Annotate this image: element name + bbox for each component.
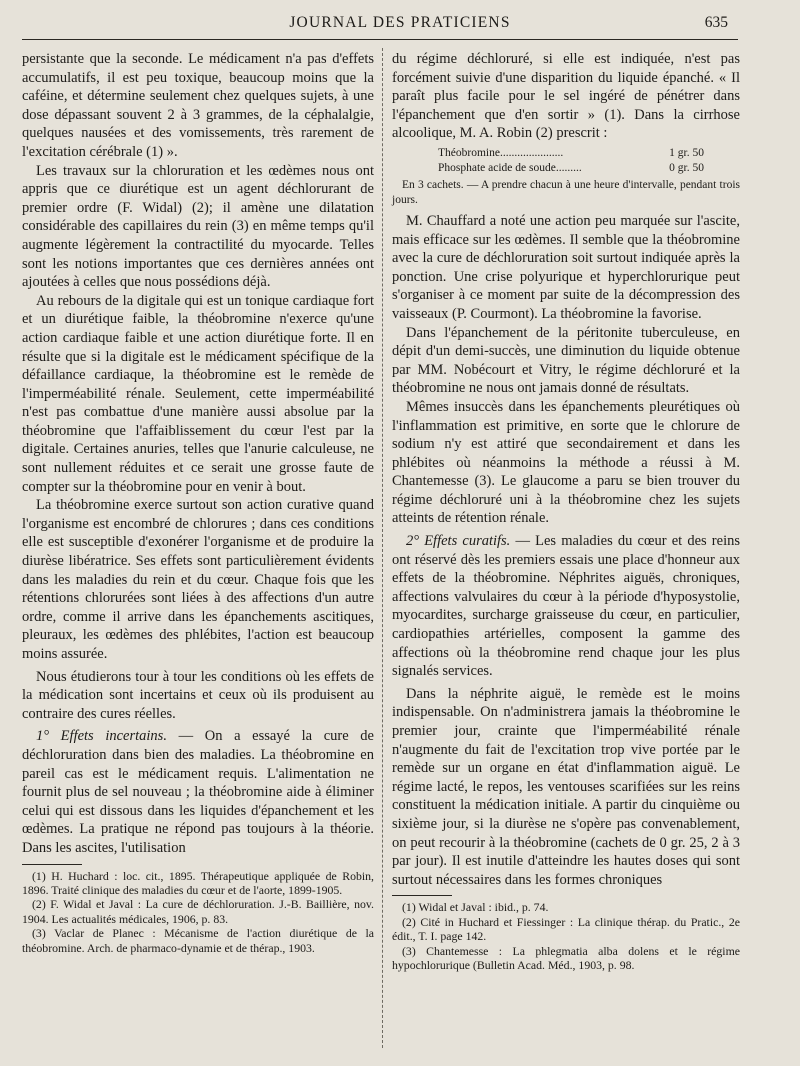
right-footnote-1: (1) Widal et Javal : ibid., p. 74. xyxy=(402,900,549,915)
running-title: JOURNAL DES PRATICIENS xyxy=(289,14,511,31)
page-header xyxy=(0,0,800,36)
section-2-text: — Les maladies du cœur et des reins ont réservé dès les premiers essais une place d'honneur aux effets de la théobromine. Néphrites aiguës, chroniques, affections valvulaires du cœur à la période d'hyposystolie, myocardites, surcharge graisseuse du cœur, en particulier, cardiopathies artérielles, composent la gamme des affections où la théobromine rend chaque jour les plus signalés services. xyxy=(392,533,740,680)
prescription-item xyxy=(392,146,740,161)
left-paragraph-2: Les travaux sur la chloruration et les œdèmes nous ont appris que ce diurétique est un agent déchlorurant de premier ordre (F. Widal) (2); il amène une dilatation considérable des capillaires du rein (3) en même temps qu'il augmente légèrement la contractilité du myocarde. Telles sont les notions importantes que ces dernières années ont ajoutées à celles que nous possédions déjà. xyxy=(22,162,374,291)
right-footnotes xyxy=(392,900,740,972)
right-footnote-2: (2) Cité in Huchard et Fiessinger : La clinique thérap. du Pratic., 2e édit., T. I. page 142. xyxy=(392,914,740,944)
right-paragraph-3: Mêmes insuccès dans les épanchements pleurétiques où l'inflammation est primitive, en sorte que le chlorure de sodium n'y est attiré que secondairement et dans les phlébites où néanmoins la méthode a réussi à M. Chantemesse (3). Le glaucome a paru se bien trouver du régime déchloruré uni à la théobromine chez les sujets atteints de rétention rénale. xyxy=(392,398,740,527)
column-divider xyxy=(382,48,383,1048)
left-paragraph-5: Nous étudierons tour à tour les conditions où les effets de la médication sont incertains et ceux où ils produisent au contraire des cures réelles. xyxy=(22,668,374,722)
left-footnote-3: (3) Vaclar de Planec : Mécanisme de l'action diurétique de la théobromine. Arch. de pharmaco-dynamie et de thérap., 1903. xyxy=(22,926,374,955)
left-paragraph-3: Au rebours de la digitale qui est un tonique cardiaque fort et un diurétique faible, la théobromine n'exerce qu'une action cardiaque faible et une action diurétique forte. Il en résulte que si la digitale est le médicament spécifique de la défaillance cardiaque, la théobromine est le remède de l'imperméabilité rénale. Seulement, cette imperméabilité n'est pas combattue d'une manière aussi absolue par la théobromine que l'affaiblissement du cœur l'est par la digitale. Certaines anuries, telles que l'anurie calculeuse, ne sont nullement réduites et ce serait une grosse faute de compter sur la théobromine pour en venir à bout. xyxy=(22,292,374,495)
prescription-item-name: Phosphate acide de soude......... xyxy=(438,161,582,174)
right-body-text xyxy=(392,50,740,889)
page-number: 635 xyxy=(704,14,728,31)
right-column xyxy=(392,50,740,972)
prescription-note: En 3 cachets. — A prendre chacun à une heure d'intervalle, pendant trois jours. xyxy=(392,178,740,206)
left-body-text xyxy=(22,50,374,858)
prescription-item xyxy=(392,161,740,176)
prescription-item-name: Théobromine...................... xyxy=(438,146,564,159)
left-footnote-1: (1) H. Huchard : loc. cit., 1895. Thérapeutique appliquée de Robin, 1896. Traité clinique des maladies du cœur et de l'aorte, 1899-1905. xyxy=(22,868,374,897)
prescription-item-dose: 0 gr. 50 xyxy=(669,161,704,174)
prescription xyxy=(392,146,740,176)
right-paragraph-1: M. Chauffard a noté une action peu marquée sur l'ascite, mais efficace sur les œdèmes. Il semble que la théobromine avec la cure de déchloruration soit surtout indiquée après la ponction. Une crise polyurique et hyperchlorurique peut s'organiser à ce moment par suite de la décompression des vaisseaux (P. Courmont). La théobromine la favorise. xyxy=(392,212,740,322)
right-paragraph-2: Dans l'épanchement de la péritonite tuberculeuse, en dépit d'un demi-succès, une diminution du liquide obtenue par MM. Nobécourt et Vitry, le régime déchloruré et la théobromine ne nous ont jamais donné de résultats. xyxy=(392,324,740,397)
section-effets-curatifs xyxy=(392,532,740,681)
right-paragraph-intro: du régime déchloruré, si elle est indiquée, n'est pas forcément suivie d'une disparition du liquide épanché. « Il paraît plus facile pour le sel ingéré de pénétrer dans l'épanchement que d'en sortir » (1). Dans la cirrhose alcoolique, M. A. Robin (2) prescrit : xyxy=(392,51,740,142)
header-rule xyxy=(22,39,738,40)
left-column xyxy=(22,50,374,955)
left-footnote-rule xyxy=(22,864,82,865)
section-1-label: 1° Effets incertains. xyxy=(36,728,167,745)
section-2-label: 2° Effets curatifs. xyxy=(406,533,511,550)
left-paragraph-4: La théobromine exerce surtout son action curative quand l'organisme est encombré de chlorures ; dans ces conditions elle est susceptible d'exonérer l'organisme et de produire la diurèse libératrice. Ses effets sont particulièrement évidents dans les maladies du rein et du cœur. Chaque fois que les rétentions chlorurées sont liées à des affections d'un autre ordre, comme il arrive dans les épanchements ascitiques, pleuraux, les œdèmes des phlébites, l'action est beaucoup moins assurée. xyxy=(22,497,374,662)
left-paragraph-1: persistante que la seconde. Le médicament n'a pas d'effets accumulatifs, il est peu toxique, beaucoup moins que la caféine, et détermine seulement chez quelques sujets, à une dose dépassant souvent 2 à 3 grammes, de la céphalalgie, quelques nausées et des vomissements, très rarement de l'excitation cérébrale (1) ». xyxy=(22,51,374,160)
section-1-text: — On a essayé la cure de déchloruration dans bien des maladies. La théobromine en pareil cas est le médicament requis. L'alimentation ne fournit plus de sel nouveau ; la théobromine aide à éliminer celui qui est dissous dans les liquides d'épanchement et les œdèmes. La pratique ne répond pas toujours à la théorie. Dans les ascites, l'utilisation xyxy=(22,728,374,856)
left-footnotes xyxy=(22,869,374,955)
right-footnote-rule xyxy=(392,895,452,896)
section-effets-incertains xyxy=(22,727,374,857)
left-footnote-2: (2) F. Widal et Javal : La cure de déchloruration. J.-B. Baillière, nov. 1904. Les actualités médicales, 1906, p. 83. xyxy=(22,897,374,926)
prescription-item-dose: 1 gr. 50 xyxy=(669,146,704,159)
right-paragraph-last: Dans la néphrite aiguë, le remède est le moins indispensable. On n'administrera jamais la théobromine le premier jour, crainte que l'imperméabilité rénale n'augmente du fait de l'excitation trop vive portée par le remède sur un organe en état d'inflammation aiguë. Le régime lacté, le repos, les ventouses scarifiées sur les reins constituent la médication initiale. A partir du cinquième ou sixième jour, si la diurèse ne s'opère pas convenablement, on peut recourir à la théobromine (cachets de 0 gr. 25, 2 à 3 par jour). Il est inutile d'atteindre les hautes doses qui sont surtout nécessaires dans les formes chroniques xyxy=(392,685,740,888)
right-footnote-3: (3) Chantemesse : La phlegmatia alba dolens et le régime hypochlorurique (Bulletin Acad. Méd., 1903, p. 98. xyxy=(392,943,740,972)
